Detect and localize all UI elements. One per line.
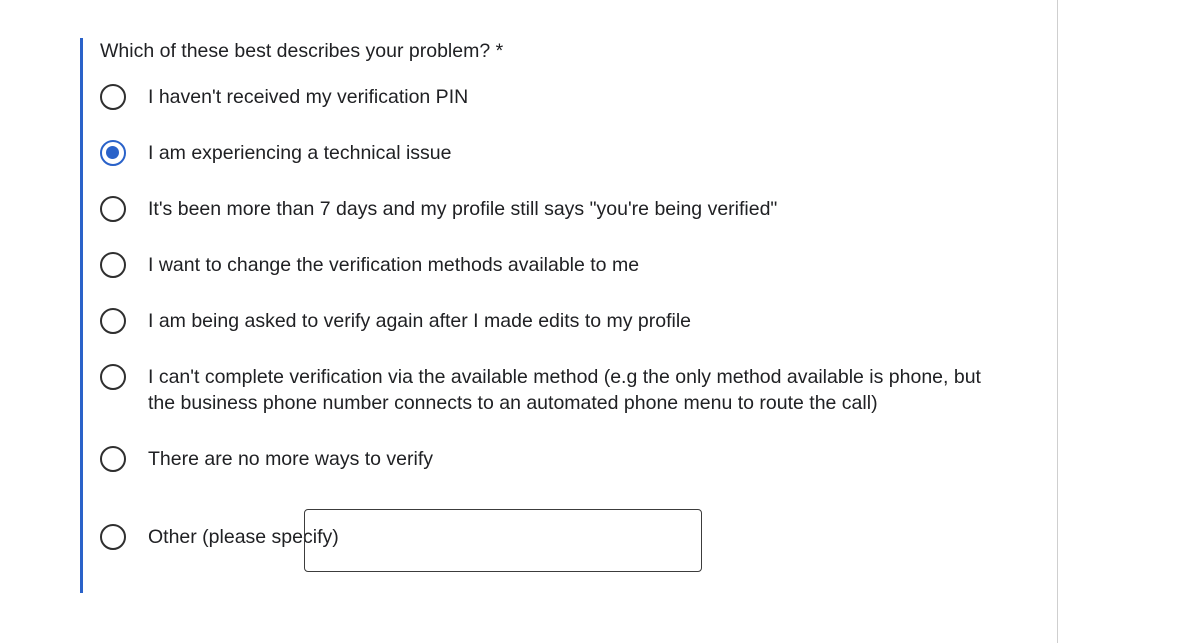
question-accent-bar [80,38,83,593]
radio-selected-dot [106,146,119,159]
radio-button[interactable] [100,252,126,278]
option-label: I want to change the verification methods available to me [148,254,640,276]
option-label: I can't complete verification via the available method (e.g the only method available is phone, but the business phone number connects to an automated phone menu to route the call) [148,366,981,414]
other-specify-input[interactable] [304,509,702,572]
radio-button[interactable] [100,196,126,222]
radio-button-selected[interactable] [100,140,126,166]
radio-button[interactable] [100,84,126,110]
radio-button[interactable] [100,308,126,334]
radio-button[interactable] [100,446,126,472]
option-label: I am being asked to verify again after I made edits to my profile [148,310,692,332]
radio-button[interactable] [100,524,126,550]
option-label: I haven't received my verification PIN [148,86,469,108]
option-label: Other (please specify) [148,526,339,548]
page-divider [1057,0,1058,643]
option-label: I am experiencing a technical issue [148,142,452,164]
option-label: There are no more ways to verify [148,448,434,470]
question-title: Which of these best describes your problem? * [100,40,504,62]
radio-button[interactable] [100,364,126,390]
option-label: It's been more than 7 days and my profile still says "you're being verified" [148,198,778,220]
